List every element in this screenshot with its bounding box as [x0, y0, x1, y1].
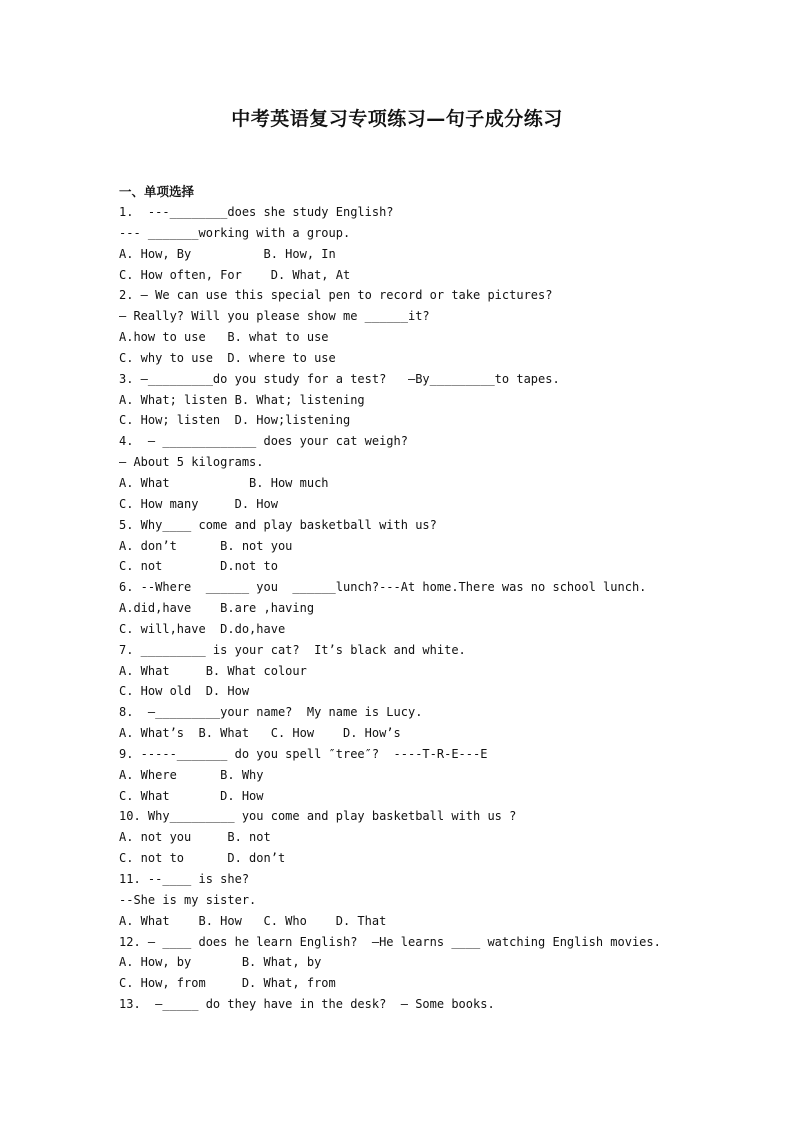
- text-line: 1. ---________does she study English?: [119, 205, 394, 219]
- document-title: 中考英语复习专项练习—句子成分练习: [231, 108, 563, 130]
- text-line: A. What B. What colour: [119, 663, 307, 678]
- text-line: 11. --____ is she?: [119, 872, 250, 886]
- text-line: C. not D.not to: [119, 559, 278, 574]
- text-line: 2. — We can use this special pen to record or take pictures?: [119, 288, 553, 303]
- text-line: 9. -----_______ do you spell ″tree″? ----T-R-E---E: [119, 746, 488, 761]
- text-line: A.how to use B. what to use: [119, 330, 329, 345]
- text-line: 7. _________ is your cat? It’s black and white.: [119, 642, 466, 657]
- text-line: A. What’s B. What C. How D. How’s: [119, 726, 401, 741]
- text-line: A. What; listen B. What; listening: [119, 392, 365, 407]
- text-line: — Really? Will you please show me ______it?: [119, 309, 430, 324]
- text-line: A. How, by B. What, by: [119, 955, 322, 970]
- text-line: 13. —_____ do they have in the desk? — Some books.: [119, 997, 495, 1012]
- section-heading: 一、单项选择: [119, 184, 195, 199]
- text-line: 12. — ____ does he learn English? —He learns ____ watching English movies.: [119, 934, 661, 949]
- text-line: — About 5 kilograms.: [119, 455, 264, 470]
- text-line: 3. —_________do you study for a test? —By_________to tapes.: [119, 371, 560, 386]
- text-line: --She is my sister.: [119, 892, 257, 907]
- question-list: [119, 202, 759, 1015]
- text-line: 4. — _____________ does your cat weigh?: [119, 434, 408, 449]
- text-line: C. How; listen D. How;listening: [119, 413, 351, 428]
- text-line: C. How, from D. What, from: [119, 976, 336, 991]
- text-line: C. not to D. don’t: [119, 851, 286, 866]
- text-line: A. How, By B. How, In: [119, 246, 336, 261]
- text-line: A. don’t B. not you: [119, 538, 293, 553]
- text-line: C. why to use D. where to use: [119, 350, 336, 365]
- text-line: C. How often, For D. What, At: [119, 267, 351, 282]
- text-line: A. not you B. not: [119, 830, 271, 845]
- text-line: A. What B. How C. Who D. That: [119, 913, 387, 928]
- text-line: C. What D. How: [119, 788, 264, 803]
- text-line: 10. Why_________ you come and play basketball with us ?: [119, 809, 517, 824]
- text-line: 8. –_________your name? My name is Lucy.: [119, 705, 423, 720]
- text-line: C. How many D. How: [119, 496, 278, 511]
- text-line: C. will,have D.do,have: [119, 621, 286, 636]
- text-line: 6. --Where ______ you ______lunch?---At home.There was no school lunch.: [119, 580, 647, 595]
- text-line: C. How old D. How: [119, 684, 250, 699]
- text-line: A. Where B. Why: [119, 767, 264, 782]
- text-line: A. What B. How much: [119, 475, 329, 490]
- text-line: --- _______working with a group.: [119, 225, 351, 240]
- text-line: 5. Why____ come and play basketball with us?: [119, 517, 437, 532]
- text-line: A.did,have B.are ,having: [119, 601, 315, 616]
